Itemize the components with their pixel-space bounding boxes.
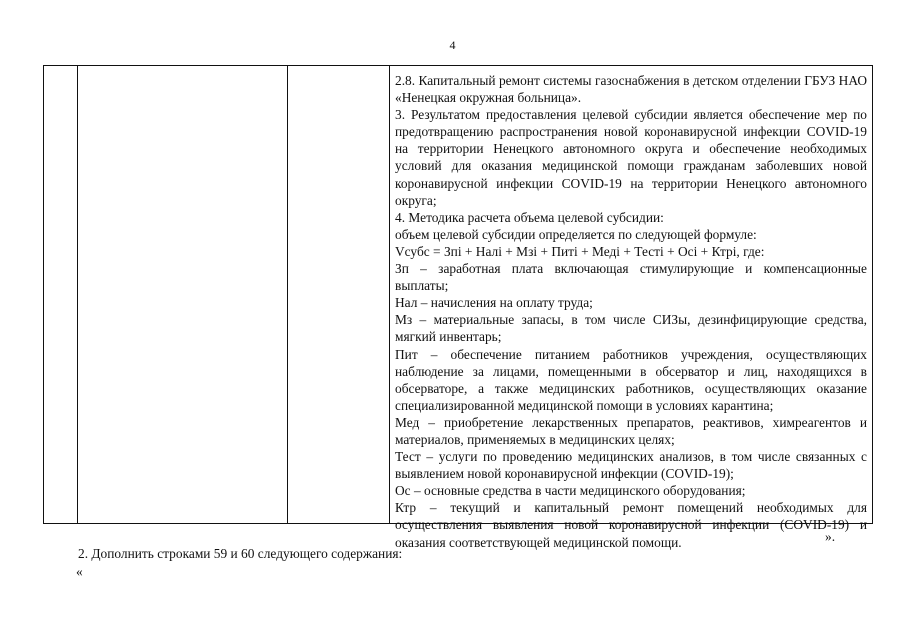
paragraph-method-heading: 4. Методика расчета объема целевой субсидии:	[395, 209, 664, 225]
closing-quote: ».	[825, 529, 836, 544]
paragraph-formula-intro: объем целевой субсидии определяется по следующей формуле:	[395, 226, 757, 242]
document-table	[43, 65, 873, 550]
amendment-text: 2. Дополнить строками 59 и 60 следующего содержания:	[78, 546, 403, 561]
definition-tax: Нал – начисления на оплату труда;	[395, 295, 593, 311]
definition-repair: Ктр – текущий и капитальный ремонт помещений необходимых для осуществления выявления новой коронавирусной инфекции (COVID-19) и оказания соответствующей медицинской помощи.	[395, 500, 867, 550]
table-cell-text	[395, 72, 867, 551]
definition-tests: Тест – услуги по проведению медицинских анализов, в том числе связанных с выявлением новой коронавирусной инфекции (COVID-19);	[395, 449, 867, 482]
definition-medicines: Мед – приобретение лекарственных препаратов, реактивов, химреагентов и материалов, применяемых в медицинских целях;	[395, 414, 867, 447]
opening-quote: «	[76, 564, 83, 579]
page-number: 4	[449, 38, 456, 52]
definition-food: Пит – обеспечение питанием работников учреждения, осуществляющих наблюдение за лицами, помещенными в обсерватор и лиц, находящихся в обсерваторе, а также медицинских работников, осуществляющих оказание специализированной медицинской помощи в условиях карантина;	[395, 346, 867, 413]
paragraph-result: 3. Результатом предоставления целевой субсидии является обеспечение мер по предотвращению распространения новой коронавирусной инфекции COVID-19 на территории Ненецкого автономного округа и обеспечение необходимых условий для оказания медицинской помощи гражданам заболевших новой коронавирусной инфекции COVID-19 на территории Ненецкого автономного округа;	[395, 107, 867, 208]
paragraph-capital-repair: 2.8. Капитальный ремонт системы газоснабжения в детском отделении ГБУЗ НАО «Ненецкая окружная больница».	[395, 73, 867, 106]
definition-fixed-assets: Ос – основные средства в части медицинского оборудования;	[395, 483, 746, 499]
paragraph-formula: Vсубс = Зпi + Налi + Мзi + Питi + Медi + Тестi + Осi + Ктрi, где:	[395, 243, 765, 259]
definition-materials: Мз – материальные запасы, в том числе СИЗы, дезинфицирующие средства, мягкий инвентарь;	[395, 312, 867, 345]
table-column-divider	[77, 66, 78, 523]
table-column-divider	[287, 66, 288, 523]
definition-salary: Зп – заработная плата включающая стимулирующие и компенсационные выплаты;	[395, 261, 867, 294]
table-column-divider	[389, 66, 390, 523]
